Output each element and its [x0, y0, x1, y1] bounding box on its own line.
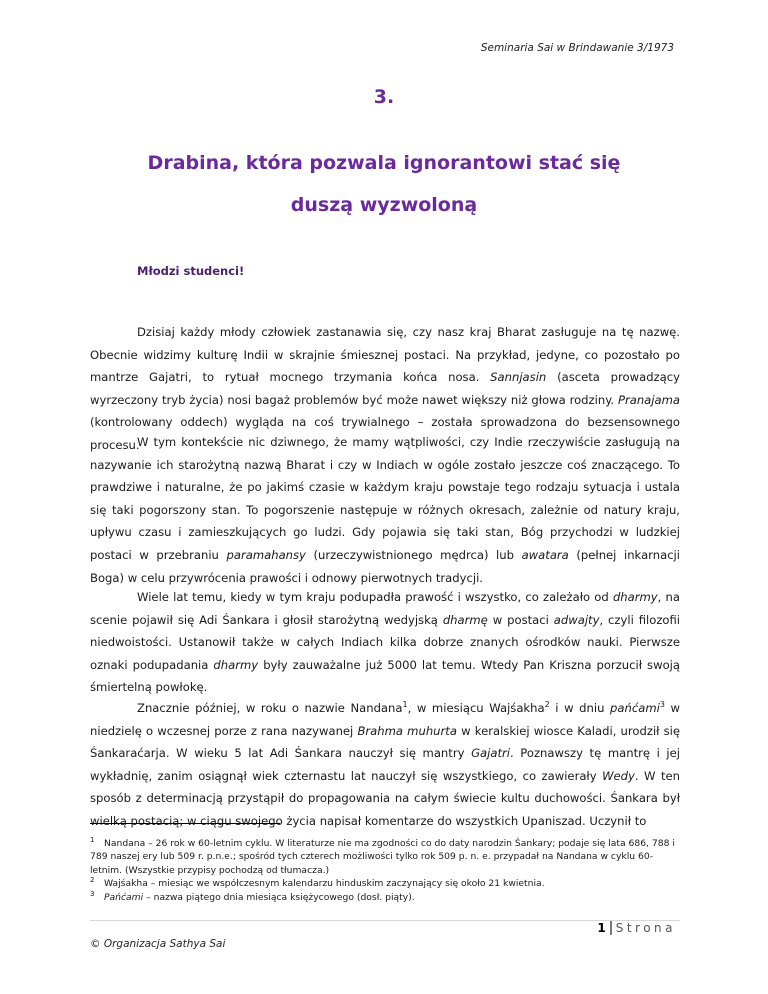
footnote-2: $^2$ Wajśakha – miesiąc we współczesnym kalendarzu hinduskim zaczynający się około 21 kwietnia.: [90, 876, 545, 890]
term-adwajty: adwajty: [553, 612, 600, 627]
copyright-notice: © Organizacja Sathya Sai: [90, 938, 226, 950]
chapter-number: 3.: [373, 86, 395, 108]
term-dharmy: dharmy: [612, 590, 658, 604]
paragraph-1: Dzisiaj każdy młody człowiek zastanawia się, czy nasz kraj Bharat zasługuje na tę nazwę. Obecnie widzimy kulturę Indii w skrajnie śmiesznej postaci. Na przykład, jedyne, co pozostało po mantrze Gajatri, to rytuał mocnego trzymania końca nosa. Sannjasin (asceta prowadzący wyrzeczony tryb życia) nosi bagaż problemów być może nawet większy niż głowa rodziny. Pranajama (kontrolowany oddech) wygląda na coś trywialnego – została sprowadzona do bezsensownego procesu.: [90, 325, 680, 452]
footnote-separator: [90, 823, 280, 824]
footnotes: [90, 837, 680, 904]
chapter-title: Drabina, która pozwala ignorantowi stać się duszą wyzwoloną: [147, 152, 621, 216]
paragraph-3: Wiele lat temu, kiedy w tym kraju podupadła prawość i wszystko, co zależało od dharmy, na scenie pojawił się Adi Śankara i głosił starożytną wedyjską dharmę w postaci adwajty, czyli filozofii niedwoistości. Ustanowił także w całych Indiach kilka dobrze znanych ośrodków nauki. Pierwsze oznaki podupadania dharmy były zauważalne już 5000 lat temu. Wtedy Pan Kriszna porzucił swoją śmiertelną powłokę.: [90, 590, 681, 695]
salutation: Młodzi studenci!: [137, 264, 245, 278]
term-gajatri: Gajatri: [471, 746, 511, 761]
term-dharmy-2: dharmy: [213, 657, 259, 672]
paragraph-2: W tym kontekście nic dziwnego, że mamy wątpliwości, czy Indie rzeczywiście zasługują na nazywanie ich starożytną nazwą Bharat i czy w Indiach w ogóle zostało jeszcze coś znaczącego. To prawdziwe i naturalne, że po jakimś czasie w każdym kraju powstaje tego rodzaju sytuacja i ustala się taki pogorszony stan. To pogorszenie następuje w różnych okresach, zależnie od natury kraju, upływu czasu i zamieszkujących go ludzi. Gdy pojawia się taki stan, Bóg przychodzi w ludzkiej postaci w przebraniu paramahansy (urzeczywistnionego mędrca) lub awatara (pełnej inkarnacji Boga) w celu przywrócenia prawości i odnowy pierwotnych tradycji.: [90, 435, 681, 585]
running-header: Seminaria Sai w Brindawanie 3/1973: [480, 42, 674, 54]
paragraph-4: Znacznie później, w roku o nazwie Nandana$^1$, w miesiącu Wajśakha$^2$ i w dniu pańćami$^3$ w niedzielę o wczesnej porze z rana nazywanej Brahma muhurta w keralskiej wiosce Kaladi, urodził się Śankaraćarja. W wieku 5 lat Adi Śankara nauczył się mantry Gajatri. Poznawszy tę mantrę i jej wykładnię, zanim osiągnął wiek czternastu lat nauczył się wszystkiego, co zawierały Wedy. W ten sposób z determinacją przystąpił do propagowania na całym świecie kultu duchowości. Śankara był wielką postacią; w ciągu swojego życia napisał komentarze do wszystkich Upaniszad. Uczynił to: [90, 700, 681, 828]
term-paramahansy: paramahansy: [226, 547, 306, 562]
footnote-ref-2[interactable]: 2: [544, 700, 550, 710]
term-pranajama: Pranajama: [617, 392, 680, 407]
footer-divider: [90, 920, 680, 921]
term-wedy: Wedy: [602, 768, 635, 783]
term-sannjasin: Sannjasin: [490, 370, 547, 385]
term-awatara: awatara: [521, 547, 569, 562]
page-number: 1 Strona: [597, 921, 676, 935]
footnote-1: $^1$ Nandana – 26 rok w 60-letnim cyklu. W literaturze nie ma zgodności co do daty narodzin Śankary; podaje się lata 686, 788 i 789 naszej ery lub 509 r. p.n.e.; spośród tych czterech możliwości tylko rok 509 p. n. e. przypadał na Nandana w cyklu 60-letnim. (Wszystkie przypisy pochodzą od tłumacza.): [90, 835, 675, 876]
term-dharme: dharmę: [442, 612, 488, 627]
footnote-ref-1[interactable]: 1: [402, 700, 408, 710]
footnote-3: $^3$ Pańćami – nazwa piątego dnia miesiąca księżycowego (dosł. piąty).: [90, 889, 415, 903]
term-brahma-muhurta: Brahma muhurta: [357, 723, 457, 738]
footnote-ref-3[interactable]: 3: [659, 700, 665, 710]
term-panczami: pańćami: [610, 701, 660, 715]
